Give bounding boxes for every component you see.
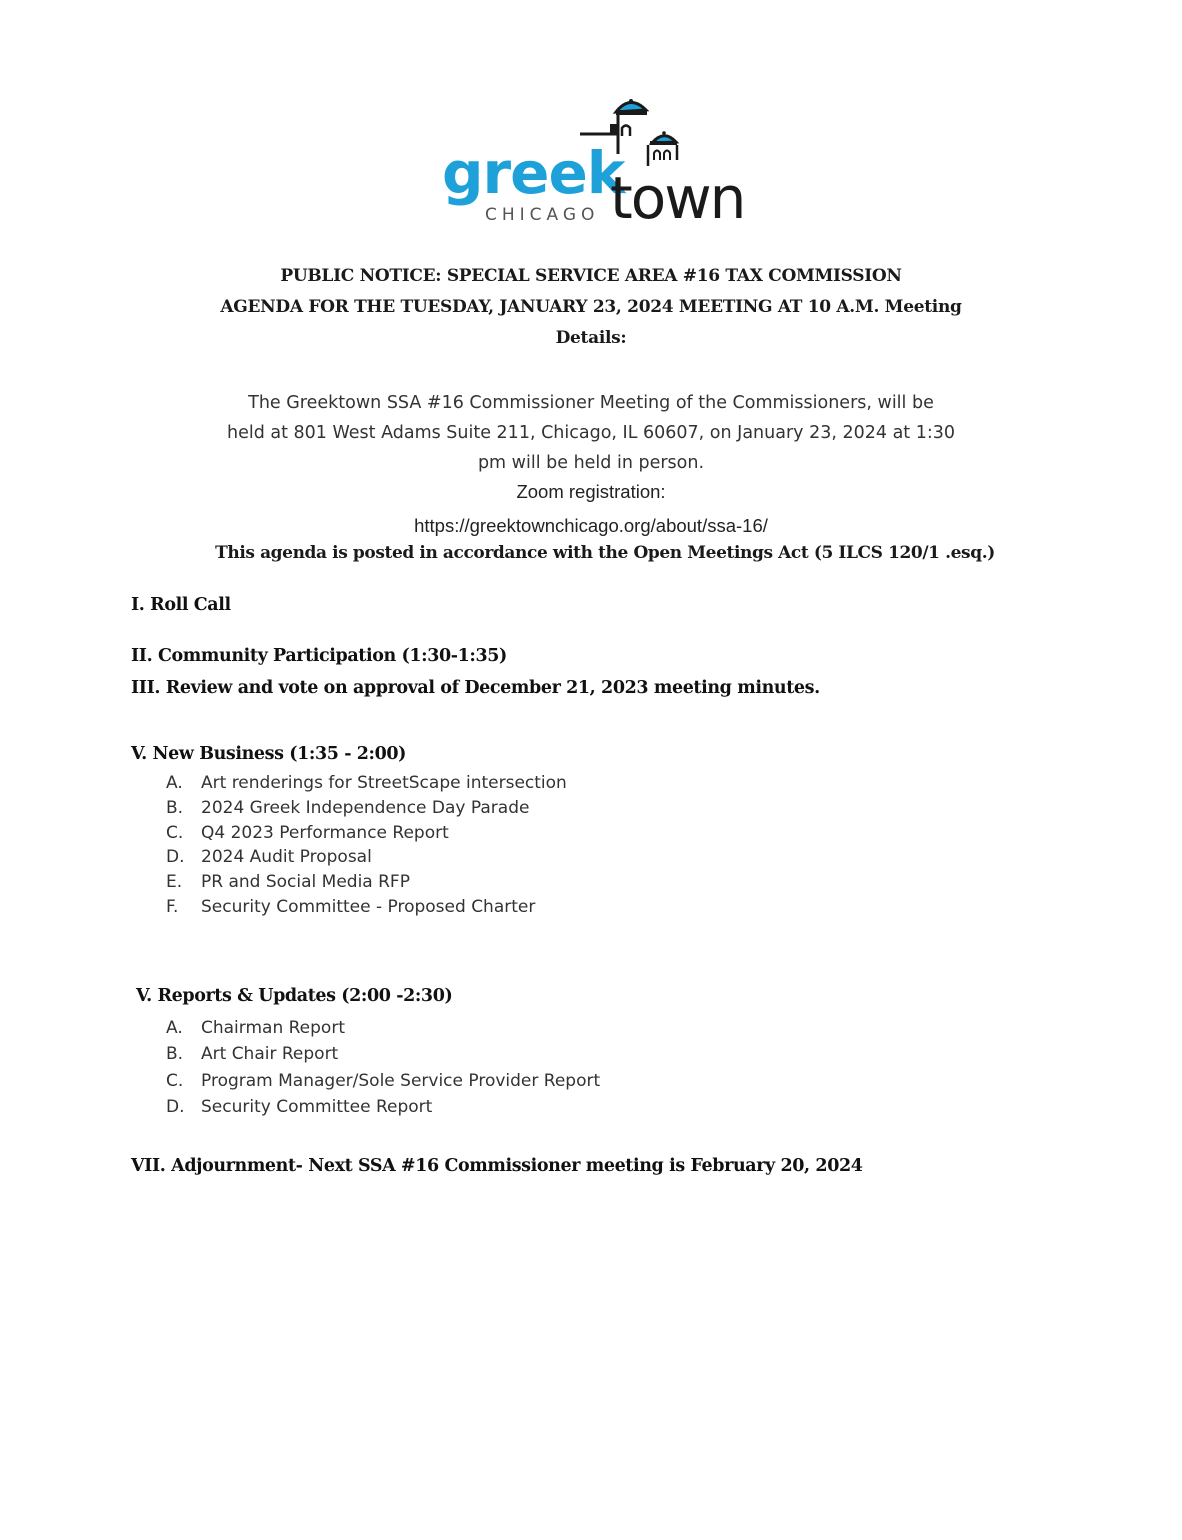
agenda-roll-call: I. Roll Call — [131, 595, 231, 615]
list-letter: C. — [166, 1070, 184, 1091]
list-letter: D. — [166, 847, 185, 868]
list-item — [166, 872, 567, 897]
small-dome-icon — [648, 131, 677, 166]
list-letter: D. — [166, 1096, 185, 1117]
details-line-1: The Greektown SSA #16 Commissioner Meeting of the Commissioners, will be — [248, 393, 934, 413]
notice-title-line-2: AGENDA FOR THE TUESDAY, JANUARY 23, 2024 MEETING AT 10 A.M. Meeting — [220, 297, 962, 317]
list-text: PR and Social Media RFP — [201, 872, 410, 893]
open-meetings-act-notice: This agenda is posted in accordance with the Open Meetings Act (5 ILCS 120/1 .esq.) — [215, 543, 995, 563]
zoom-label: Zoom registration: — [516, 481, 666, 502]
list-item — [166, 798, 567, 823]
list-text: 2024 Greek Independence Day Parade — [201, 797, 530, 818]
list-item — [166, 1097, 600, 1123]
new-business-list — [166, 773, 567, 922]
list-item — [166, 1044, 600, 1070]
list-item — [166, 1071, 600, 1097]
list-text: Art Chair Report — [201, 1044, 339, 1065]
list-letter: C. — [166, 822, 184, 843]
list-letter: A. — [166, 1018, 183, 1038]
notice-title — [180, 261, 1002, 354]
agenda-new-business-heading: V. New Business (1:35 - 2:00) — [131, 744, 407, 764]
logo-word-greek: greek — [442, 139, 625, 207]
list-text: Program Manager/Sole Service Provider Report — [201, 1070, 601, 1091]
reports-list — [166, 1018, 600, 1123]
agenda-review-minutes: III. Review and vote on approval of December 21, 2023 meeting minutes. — [131, 678, 820, 698]
list-text: 2024 Audit Proposal — [201, 847, 372, 868]
zoom-url-link[interactable]: https://greektownchicago.org/about/ssa-16/ — [414, 515, 768, 536]
meeting-details — [150, 388, 1032, 478]
list-text: Chairman Report — [201, 1018, 345, 1038]
list-letter: B. — [166, 797, 184, 818]
list-text: Art renderings for StreetScape intersection — [201, 773, 567, 793]
list-letter: F. — [166, 896, 179, 917]
logo-word-chicago: CHICAGO — [485, 205, 600, 225]
details-line-2: held at 801 West Adams Suite 211, Chicago, IL 60607, on January 23, 2024 at 1:30 — [226, 423, 956, 443]
list-item — [166, 823, 567, 848]
list-text: Q4 2023 Performance Report — [201, 822, 449, 843]
notice-title-line-1: PUBLIC NOTICE: SPECIAL SERVICE AREA #16 TAX COMMISSION — [280, 266, 902, 286]
agenda-adjournment: VII. Adjournment- Next SSA #16 Commissioner meeting is February 20, 2024 — [131, 1156, 863, 1176]
list-item — [166, 1018, 600, 1044]
list-item — [166, 847, 567, 872]
logo-word-town: town — [610, 164, 745, 226]
list-item — [166, 773, 567, 798]
list-item — [166, 897, 567, 922]
list-text: Security Committee - Proposed Charter — [201, 896, 536, 917]
list-text: Security Committee Report — [201, 1096, 433, 1117]
list-letter: E. — [166, 872, 183, 893]
notice-title-line-3: Details: — [555, 328, 627, 348]
agenda-reports-heading: V. Reports & Updates (2:00 -2:30) — [136, 986, 453, 1006]
details-line-3: pm will be held in person. — [477, 453, 705, 473]
list-letter: B. — [166, 1044, 184, 1065]
agenda-community-participation: II. Community Participation (1:30-1:35) — [131, 646, 507, 666]
list-letter: A. — [166, 773, 183, 793]
greektown-chicago-logo — [440, 96, 770, 226]
